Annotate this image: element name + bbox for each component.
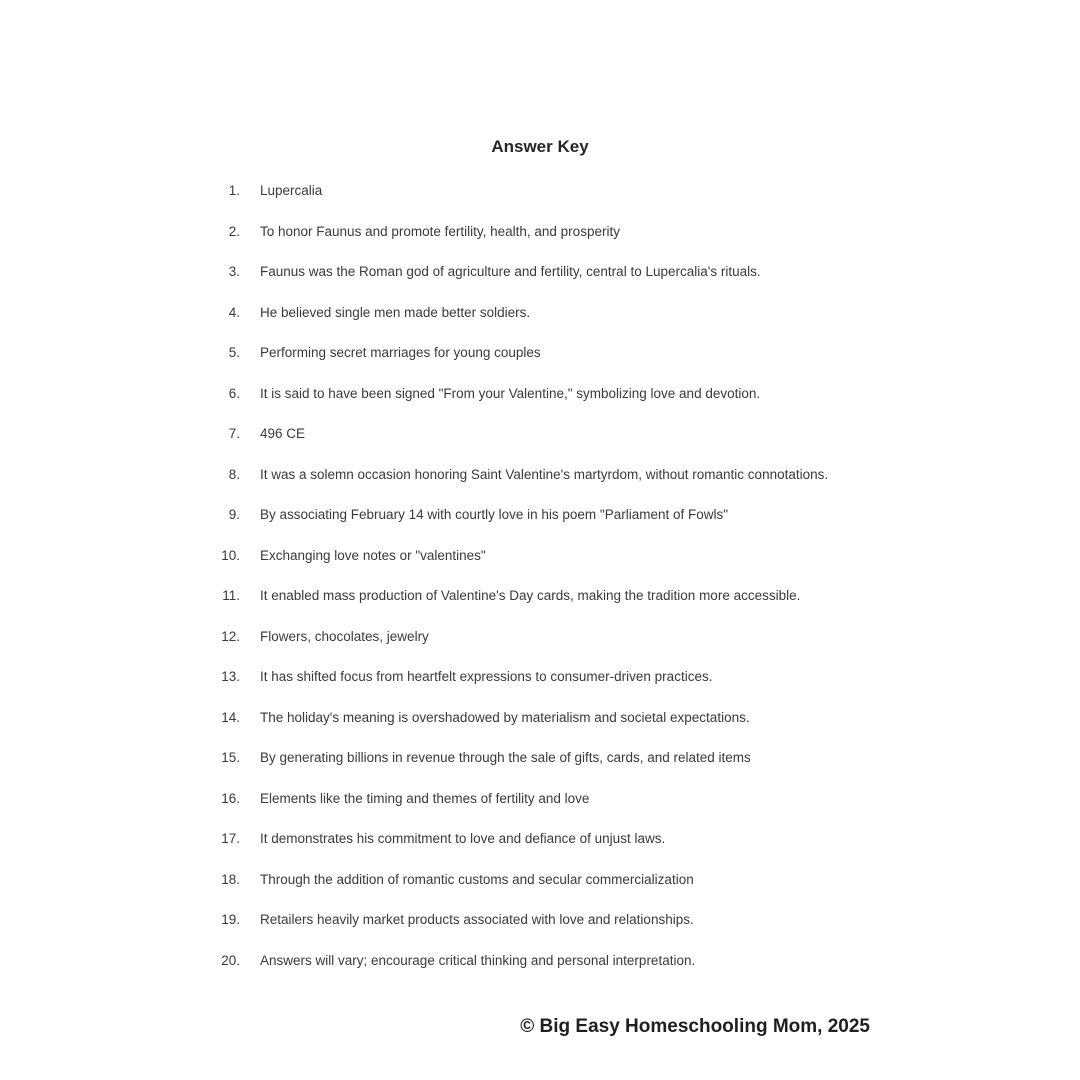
answer-item [210,465,870,485]
answer-number: 10. [221,547,240,563]
answer-text: Faunus was the Roman god of agriculture and fertility, central to Lupercalia's rituals. [260,264,761,279]
answer-text: Answers will vary; encourage critical thinking and personal interpretation. [260,952,696,968]
answer-number: 16. [221,790,240,806]
answer-text: By associating February 14 with courtly love in his poem "Parliament of Fowls" [260,507,729,522]
answer-text: Retailers heavily market products associated with love and relationships. [260,912,694,927]
copyright-footer: © Big Easy Homeschooling Mom, 2025 [520,1016,870,1037]
answer-item [210,343,870,363]
answer-text: Exchanging love notes or "valentines" [260,547,486,563]
answer-text: It has shifted focus from heartfelt expressions to consumer-driven practices. [260,669,713,684]
answer-text: By generating billions in revenue through the sale of gifts, cards, and related items [260,750,751,765]
answer-text: It enabled mass production of Valentine's Day cards, making the tradition more accessible. [260,588,801,603]
answer-number: 18. [221,871,240,887]
answer-number: 9. [228,507,240,522]
answer-text: Elements like the timing and themes of fertility and love [260,790,590,806]
answer-number: 19. [221,912,240,927]
answer-list [210,181,870,971]
answer-text: He believed single men made better soldiers. [260,304,531,320]
answer-number: 17. [221,831,240,846]
answer-item [210,384,870,404]
document-content [210,136,870,991]
answer-item [210,910,870,930]
answer-text: Performing secret marriages for young couples [260,345,541,360]
answer-number: 6. [228,385,240,401]
answer-number: 5. [228,345,240,360]
answer-number: 20. [221,952,240,968]
answer-text: Flowers, chocolates, jewelry [260,628,429,644]
answer-item [210,708,870,728]
answer-text: It demonstrates his commitment to love and defiance of unjust laws. [260,831,666,846]
answer-item [210,181,870,201]
answer-number: 2. [228,223,240,239]
answer-text: The holiday's meaning is overshadowed by materialism and societal expectations. [260,709,750,725]
answer-item [210,870,870,890]
answer-number: 12. [221,628,240,644]
answer-item [210,222,870,242]
answer-number: 14. [221,709,240,725]
answer-text: Through the addition of romantic customs and secular commercialization [260,871,694,887]
answer-number: 11. [222,588,240,603]
answer-number: 13. [221,669,240,684]
answer-item [210,748,870,768]
answer-number: 15. [221,750,240,765]
answer-text: Lupercalia [260,183,323,198]
answer-item [210,586,870,606]
page-title: Answer Key [491,137,589,156]
answer-number: 8. [228,466,240,482]
answer-text: It is said to have been signed "From your Valentine," symbolizing love and devotion. [260,385,761,401]
answer-number: 3. [228,264,240,279]
answer-number: 7. [228,426,240,441]
answer-item [210,829,870,849]
answer-item [210,505,870,525]
answer-item [210,951,870,971]
answer-number: 4. [228,304,240,320]
answer-item [210,789,870,809]
answer-item [210,667,870,687]
answer-item [210,546,870,566]
answer-text: 496 CE [260,426,306,441]
answer-item [210,424,870,444]
answer-item [210,627,870,647]
answer-number: 1. [228,183,240,198]
answer-item [210,303,870,323]
answer-text: It was a solemn occasion honoring Saint Valentine's martyrdom, without romantic connotations. [260,466,829,482]
answer-item [210,262,870,282]
answer-text: To honor Faunus and promote fertility, health, and prosperity [260,223,620,239]
